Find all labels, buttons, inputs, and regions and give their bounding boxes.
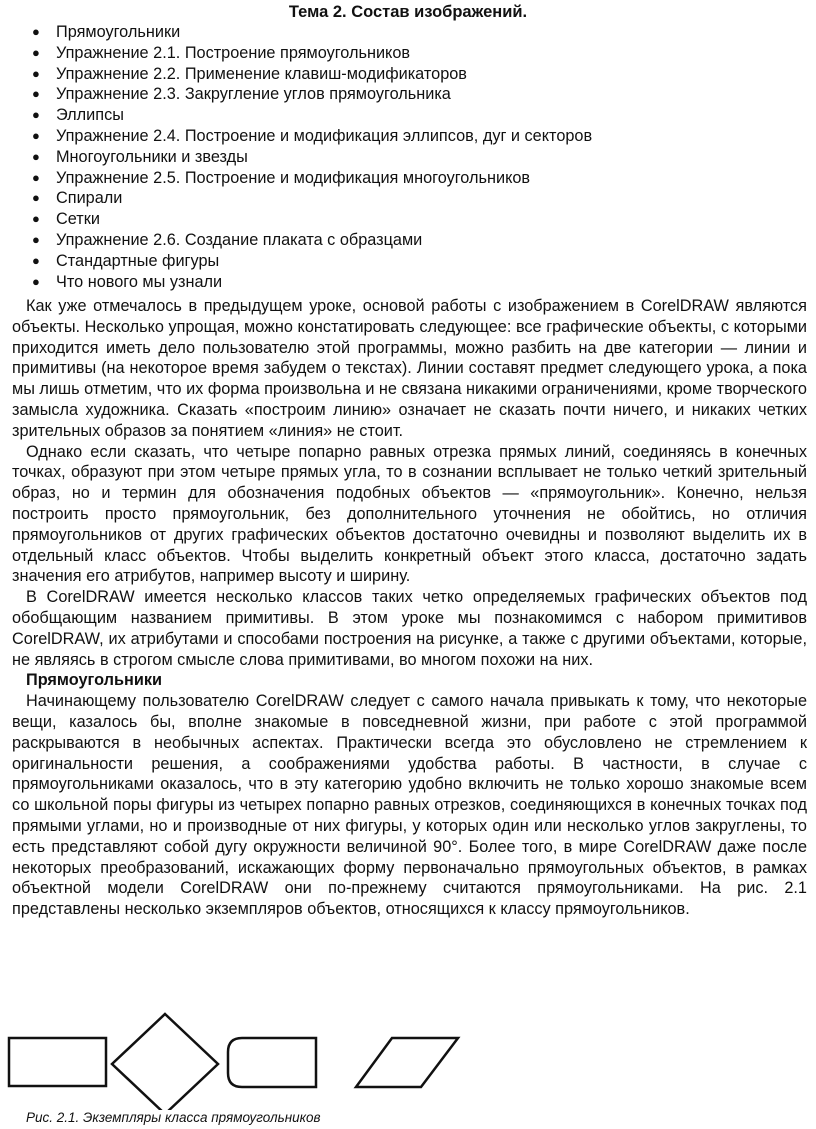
bullet-icon: ● bbox=[32, 127, 40, 143]
list-item: ● Стандартные фигуры bbox=[32, 251, 220, 270]
diamond-shape bbox=[112, 1014, 218, 1110]
rounded-rectangle-shape bbox=[228, 1038, 316, 1087]
bullet-icon: ● bbox=[32, 190, 40, 206]
list-item: ● Сетки bbox=[32, 210, 100, 229]
main-text bbox=[12, 296, 807, 920]
bullet-icon: ● bbox=[32, 107, 40, 123]
list-item: ● Спирали bbox=[32, 189, 123, 208]
bullet-icon: ● bbox=[32, 24, 40, 39]
bullet-icon: ● bbox=[32, 211, 40, 227]
topic-list bbox=[0, 22, 816, 292]
section-heading: Прямоугольники bbox=[26, 671, 163, 690]
figure-shapes bbox=[0, 1010, 816, 1110]
list-item: ● Упражнение 2.6. Создание плаката с образцами bbox=[32, 230, 423, 249]
list-item: ● Упражнение 2.2. Применение клавиш-модификаторов bbox=[32, 64, 467, 83]
list-item: ● Упражнение 2.5. Построение и модификация многоугольников bbox=[32, 168, 531, 187]
bullet-icon: ● bbox=[32, 231, 40, 247]
paragraph-intro: Как уже отмечалось в предыдущем уроке, основой работы с изображением в CorelDRAW являются объекты. Несколько упрощая, можно констатировать следующее: все графические объекты, с которыми приходится иметь дело пользователю этой программы, можно разбить на две категории — линии и примитивы (на некоторое время забудем о текстах). Линии составят предмет следующего урока, а пока мы лишь отметим, что их форма произвольна и не связана никакими ограничениями, кроме творческого замысла художника. Сказать «построим линию» означает не сказать почти ничего, и никаких четких зрительных образов за понятием «линия» не стоит. bbox=[12, 297, 807, 440]
paragraph-rectangles: Начинающему пользователю CorelDRAW следует с самого начала привыкать к тому, что некоторые вещи, казалось бы, вполне знакомые в повседневной жизни, при работе с этой программой раскрываются в необычных аспектах. Практически всегда это обусловлено не стремлением к оригинальности решения, а соображениями удобства работы. В частности, в случае с прямоугольниками оказалось, что в эту категорию удобно включить не только хорошо знакомые всем со школьной поры фигуры из четырех попарно равных отрезков, соединяющихся в конечных точках под прямыми углами, но и производные от них фигуры, у которых один или несколько углов закруглены, то есть представляют собой дугу окружности величиной 90°. Более того, в мире CorelDRAW даже после некоторых преобразований, искажающих форму первоначально прямоугольных объектов, в рамках объектной модели CorelDRAW они по-прежнему считаются прямоугольниками. На рис. 2.1 представлены несколько экземпляров объектов, относящихся к классу прямоугольников. bbox=[12, 692, 807, 919]
list-item: ● Упражнение 2.4. Построение и модификация эллипсов, дуг и секторов bbox=[32, 126, 593, 145]
rectangle-shape bbox=[9, 1038, 106, 1086]
list-item: ● Упражнение 2.3. Закругление углов прямоугольника bbox=[32, 85, 451, 104]
figure-caption: Рис. 2.1. Экземпляры класса прямоугольников bbox=[26, 1110, 321, 1125]
page-title: Тема 2. Состав изображений. bbox=[288, 3, 528, 21]
bullet-icon: ● bbox=[32, 148, 40, 164]
list-item: ● Что нового мы узнали bbox=[32, 272, 223, 291]
paragraph-rectangle-definition: Однако если сказать, что четыре попарно равных отрезка прямых линий, соединяясь в конечных точках, образуют при этом четыре прямых угла, то в сознании всплывает не только четкий зрительный образ, но и термин для обозначения подобных объектов — «прямоугольник». Конечно, нельзя построить просто прямоугольник, без дополнительного уточнения не обойтись, но отличия прямоугольников от других графических объектов достаточно очевидны и позволяют выделить их в отдельный класс объектов. Чтобы выделить конкретный объект этого класса, достаточно задать значения его атрибутов, например высоту и ширину. bbox=[12, 442, 807, 586]
bullet-icon: ● bbox=[32, 169, 40, 185]
bullet-icon: ● bbox=[32, 252, 40, 268]
bullet-icon: ● bbox=[32, 44, 40, 60]
parallelogram-shape bbox=[356, 1038, 458, 1087]
list-item: ● Упражнение 2.1. Построение прямоугольников bbox=[32, 43, 411, 62]
bullet-icon: ● bbox=[32, 65, 40, 81]
bullet-icon: ● bbox=[32, 86, 40, 102]
list-item: ● Эллипсы bbox=[32, 106, 124, 125]
list-item: ● Многоугольники и звезды bbox=[32, 147, 248, 166]
paragraph-primitives: В CorelDRAW имеется несколько классов таких четко определяемых графических объектов под обобщающим названием примитивы. В этом уроке мы познакомимся с набором примитивов CorelDRAW, их атрибутами и способами построения на рисунке, а также с другими объектами, которые, не являясь в строгом смысле слова примитивами, во многом похожи на них. bbox=[12, 588, 807, 669]
bullet-icon: ● bbox=[32, 273, 40, 289]
list-item: ● Прямоугольники bbox=[32, 23, 181, 41]
